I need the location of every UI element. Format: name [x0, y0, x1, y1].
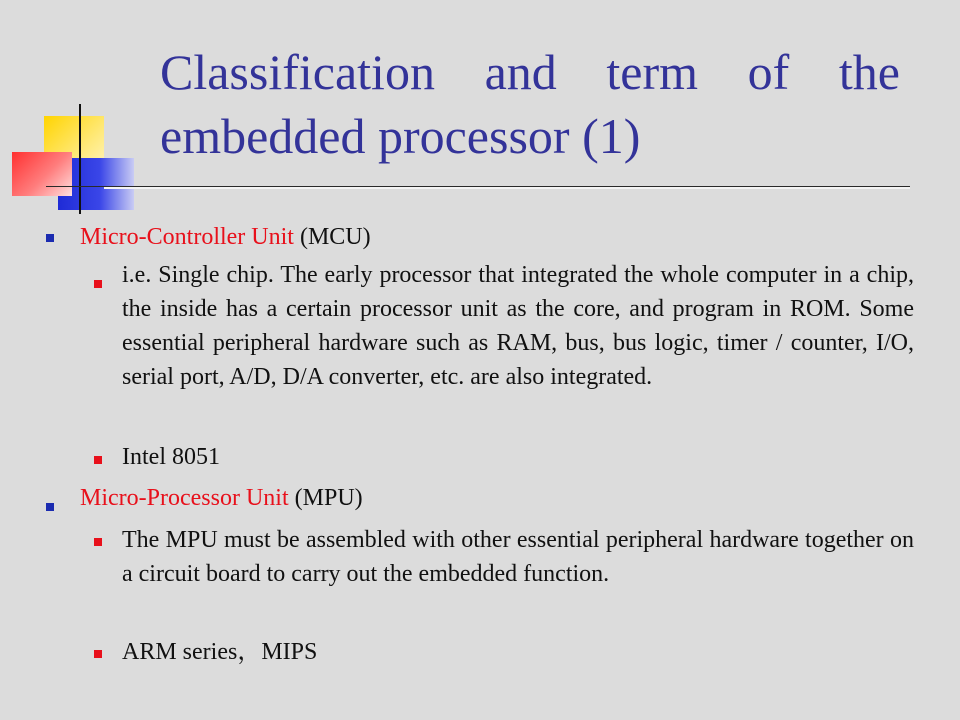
abbr-mpu: (MPU)	[288, 485, 363, 511]
bullet-square-icon	[46, 234, 54, 242]
sub-item-mpu-example: ARM series，MIPS	[122, 639, 318, 665]
sub-bullet-square-icon	[94, 538, 102, 546]
list-item-mpu	[80, 482, 920, 514]
abbr-mcu: (MCU)	[293, 224, 371, 250]
slide-title: Classification and term of the embedded processor (1)	[160, 44, 900, 164]
list-item-mcu	[80, 221, 920, 253]
sub-bullet-square-icon	[94, 650, 102, 658]
term-mcu: Micro-Controller Unit	[80, 224, 294, 250]
sub-item-mcu-example: Intel 8051	[122, 444, 220, 470]
sub-bullet-square-icon	[94, 280, 102, 288]
sub-item-mcu-description: i.e. Single chip. The early processor that integrated the whole computer in a chip, the inside has a certain processor unit as the core, and program in ROM. Some essential peripheral hardware such as RAM, bus, bus logic, timer / counter, I/O, serial port, A/D, D/A converter, etc. are also integrated.	[122, 262, 914, 390]
title-divider-line	[46, 186, 910, 187]
term-mpu: Micro-Processor Unit	[80, 485, 289, 511]
bullet-square-icon	[46, 503, 54, 511]
sub-item-mpu-description: The MPU must be assembled with other essential peripheral hardware together on a circuit board to carry out the embedded function.	[122, 527, 914, 587]
sub-bullet-square-icon	[94, 456, 102, 464]
